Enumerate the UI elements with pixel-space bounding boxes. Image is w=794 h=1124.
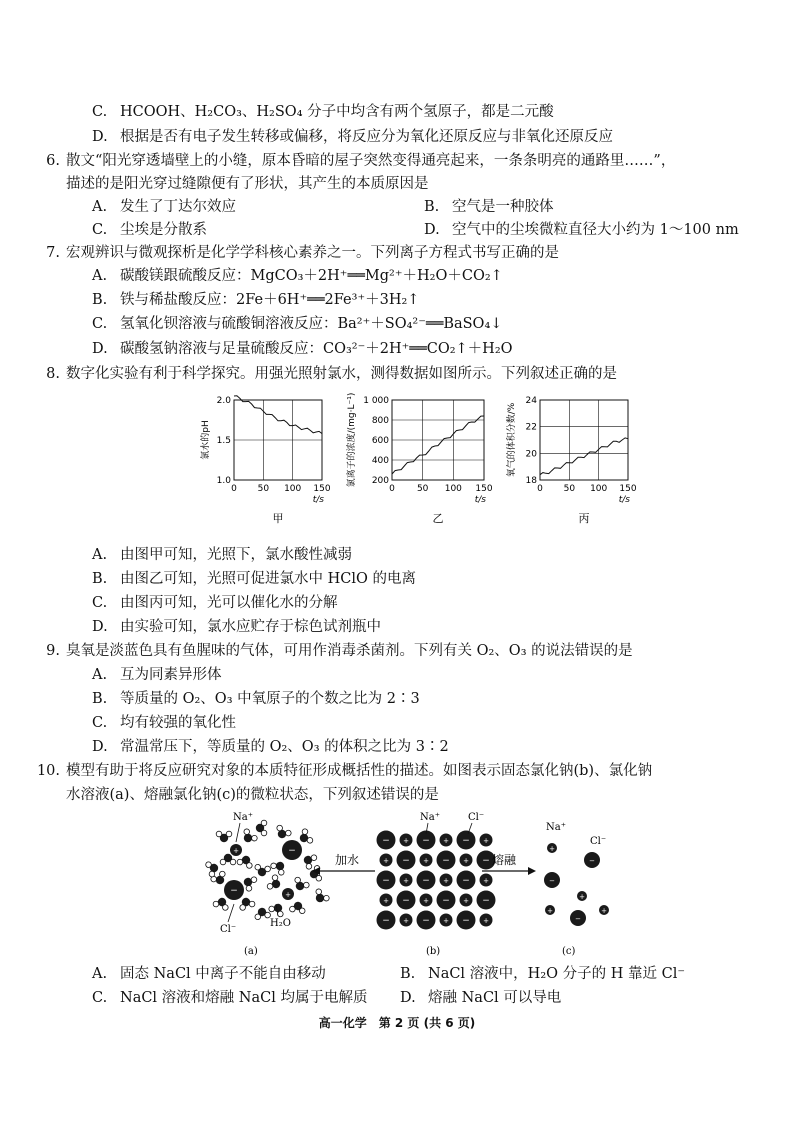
cl-ion-b-sign: − [442,856,450,866]
q6-option-c: C. 尘埃是分散系 [92,222,207,238]
na-ion-b-sign: + [483,917,489,925]
cl-ion-c-sign: − [549,877,555,885]
q10-option-c: C. NaCl 溶液和熔融 NaCl 均属于电解质 [92,990,368,1006]
x-axis-label: t/s [474,495,486,505]
x-axis-label: t/s [312,495,324,505]
water-molecule [205,859,221,877]
x-tick-label: 150 [475,484,493,494]
na-ion-b-sign: + [383,857,389,865]
q8-option-d: D. 由实验可知，氯水应贮存于棕色试剂瓶中 [92,619,381,635]
cl-ion-b-sign: − [482,896,490,906]
series-line [392,416,484,474]
q8-option-a: A. 由图甲可知，光照下，氯水酸性减弱 [92,547,352,563]
cl-ion-b-sign: − [482,856,490,866]
na-ion-b-sign: + [463,897,469,905]
q9-option-c: C. 均有较强的氧化性 [92,715,236,731]
q8-option-b: B. 由图乙可知，光照可促进氯水中 HClO 的电离 [92,571,416,587]
y-tick-label: 18 [525,476,537,486]
water-molecule [273,824,292,841]
q10-option-b: B. NaCl 溶液中，H₂O 分子的 H 靠近 Cl⁻ [400,966,685,982]
hydrogen-atom [220,859,226,865]
label-cl-a: Cl⁻ [220,924,237,935]
water-molecule [236,853,254,869]
q9-option-a: A. 互为同素异形体 [92,667,222,683]
q7-stem: 7. 宏观辨识与微观探析是化学学科核心素养之一。下列离子方程式书写正确的是 [46,245,559,261]
y-axis-label: 氯水的pH [201,420,211,460]
na-ion-c-sign: + [579,893,585,901]
cl-ion-b-sign: − [462,836,470,846]
cl-ion-b-sign: − [462,916,470,926]
cl-ion-b-sign: − [402,856,410,866]
y-axis-label: 氯离子的浓度/(mg·L⁻¹) [347,392,357,488]
y-tick-label: 600 [371,436,389,446]
label-cl-b: Cl⁻ [468,812,485,823]
y-tick-label: 800 [371,416,389,426]
na-ion-b-sign: + [403,877,409,885]
na-ion-b-sign: + [423,857,429,865]
pointer-na-a [236,823,240,842]
q10-option-a: A. 固态 NaCl 中离子不能自由移动 [92,966,326,982]
na-ion-c-sign: + [601,907,607,915]
x-tick-label: 0 [231,484,237,494]
x-tick-label: 50 [257,484,270,494]
pointer-cl-a [228,904,234,922]
na-ion-b-sign: + [403,917,409,925]
x-tick-label: 100 [590,484,608,494]
cl-ion-b-sign: − [382,916,390,926]
water-molecule [289,901,306,915]
nacl-figure-svg [200,808,620,958]
q10-stem-line1: 10. 模型有助于将反应研究对象的本质特征形成概括性的描述。如图表示固态氯化钠(b)、氯化钠 [36,763,653,779]
x-tick-label: 100 [284,484,302,494]
cl-ion-b-sign: − [382,836,390,846]
q7-option-a: A. 碳酸镁跟硫酸反应：MgCO₃＋2H⁺══Mg²⁺＋H₂O＋CO₂↑ [92,268,503,284]
x-tick-label: 0 [389,484,395,494]
hydrogen-atom [261,830,267,836]
chart-title: 乙 [432,512,444,525]
y-tick-label: 200 [371,476,389,486]
hydrogen-atom [216,831,222,837]
cl-ion-a-sign: − [288,846,296,856]
label-melt: 熔融 [492,853,517,867]
water-molecule [266,874,283,893]
cl-ion-b-sign: − [402,896,410,906]
hydrogen-atom [230,859,236,865]
prev-option-c: C. HCOOH、H₂CO₃、H₂SO₄ 分子中均含有两个氢原子，都是二元酸 [92,104,554,120]
cl-ion-b-sign: − [382,876,390,886]
cl-ion-a-sign: − [230,886,238,896]
na-ion-b-sign: + [463,857,469,865]
y-tick-label: 20 [525,449,537,460]
na-ion-b-sign: + [383,897,389,905]
x-tick-label: 0 [537,484,543,494]
q6-option-d: D. 空气中的尘埃微粒直径大小约为 1～100 nm [424,222,739,238]
cl-ion-b-sign: − [422,876,430,886]
na-ion-b-sign: + [403,837,409,845]
y-tick-label: 400 [371,456,389,466]
y-tick-label: 1.5 [216,436,231,446]
label-add-water: 加水 [335,853,360,867]
q7-option-c: C. 氢氧化钡溶液与硫酸铜溶液反应：Ba²⁺＋SO₄²⁻══BaSO₄↓ [92,316,503,332]
hydrogen-atom [250,834,258,842]
water-molecule [220,854,236,865]
water-molecule [311,888,330,906]
cl-ion-b-sign: − [442,896,450,906]
chart-bing-svg [500,388,650,538]
cl-ion-b-sign: − [422,916,430,926]
y-tick-label: 1 000 [363,396,389,406]
q8-stem: 8. 数字化实验有利于科学探究。用强光照射氯水，测得数据如图所示。下列叙述正确的是 [46,366,617,382]
x-tick-label: 100 [444,484,462,494]
water-molecule [254,907,271,921]
q9-option-b: B. 等质量的 O₂、O₃ 中氧原子的个数之比为 2∶3 [92,691,420,707]
y-tick-label: 1.0 [216,476,231,486]
water-molecule [239,828,258,846]
q6-stem-line2: 描述的是阳光穿过缝隙便有了形状，其产生的本质原因是 [66,176,429,192]
chart-jia-svg [196,388,346,538]
chart-title: 甲 [272,512,284,525]
na-ion-b-sign: + [443,837,449,845]
water-molecule [254,864,271,878]
y-tick-label: 24 [525,396,537,406]
caption-c: (c) [562,946,576,957]
water-molecule [216,831,232,842]
label-na-b: Na⁺ [420,812,440,823]
hydrogen-atom [226,831,232,837]
hydrogen-atom [261,820,267,826]
hydrogen-atom [270,862,278,870]
x-axis-label: t/s [618,495,630,505]
na-ion-b-sign: + [483,837,489,845]
label-h2o-a: H₂O [270,918,291,929]
q6-stem-line1: 6. 散文“阳光穿透墙壁上的小缝，原本昏暗的屋子突然变得通亮起来，一条条明亮的通路里……”， [46,153,676,169]
chart-bing [500,388,650,538]
q6-option-a: A. 发生了丁达尔效应 [92,199,236,215]
label-na-c: Na⁺ [546,822,566,833]
caption-a: (a) [244,946,258,957]
chart-yi-svg [340,388,500,538]
na-ion-c-sign: + [549,845,555,853]
na-ion-c-sign: + [547,907,553,915]
q9-stem: 9. 臭氧是淡蓝色具有鱼腥味的气体，可用作消毒杀菌剂。下列有关 O₂、O₃ 的说法错误的是 [46,643,633,659]
chart-jia [196,388,346,538]
y-axis-label: 氧气的体积分数/% [507,402,517,478]
q6-option-b: B. 空气是一种胶体 [424,199,554,215]
na-ion-b-sign: + [423,897,429,905]
na-ion-b-sign: + [443,917,449,925]
prev-option-d: D. 根据是否有电子发生转移或偏移，将反应分为氧化还原反应与非氧化还原反应 [92,129,613,145]
cl-ion-b-sign: − [422,836,430,846]
label-cl-c: Cl⁻ [590,836,607,847]
water-molecule [291,876,310,893]
nacl-figure [200,808,620,958]
arrow-melt-head [528,867,536,875]
panel-a-solution [205,820,330,920]
q7-option-b: B. 铁与稀盐酸反应：2Fe＋6H⁺══2Fe³⁺＋3H₂↑ [92,292,420,308]
q9-option-d: D. 常温常压下，等质量的 O₂、O₃ 的体积之比为 3∶2 [92,739,449,755]
x-tick-label: 50 [563,484,576,494]
q7-option-d: D. 碳酸氢钠溶液与足量硫酸反应：CO₃²⁻＋2H⁺══CO₂↑＋H₂O [92,341,513,357]
caption-b: (b) [426,946,441,957]
label-na-a: Na⁺ [233,812,253,823]
na-ion-a-sign: + [285,891,291,899]
y-tick-label: 22 [525,422,537,433]
x-tick-label: 150 [619,484,637,494]
na-ion-b-sign: + [483,877,489,885]
y-tick-label: 2.0 [216,396,231,406]
na-ion-b-sign: + [443,877,449,885]
na-ion-a-sign: + [233,847,239,855]
page-footer: 高一化学 第 2 页 (共 6 页) [318,1016,476,1030]
x-tick-label: 50 [416,484,429,494]
cl-ion-c-sign: − [589,857,595,865]
panel-b-solid [377,831,496,930]
panel-c-molten [544,843,609,926]
hydrogen-atom [322,894,330,902]
water-molecule [256,820,267,836]
cl-ion-c-sign: − [575,915,581,923]
series-line [540,438,628,475]
water-molecule [270,858,289,876]
x-tick-label: 150 [313,484,331,494]
chart-title: 丙 [578,512,590,525]
q8-option-c: C. 由图丙可知，光可以催化水的分解 [92,595,338,611]
series-line [234,396,322,434]
cl-ion-b-sign: − [462,876,470,886]
chart-yi [340,388,500,538]
q10-stem-line2: 水溶液(a)、熔融氯化钠(c)的微粒状态，下列叙述错误的是 [66,787,439,803]
plot-frame [540,400,628,480]
q10-option-d: D. 熔融 NaCl 可以导电 [400,990,562,1006]
